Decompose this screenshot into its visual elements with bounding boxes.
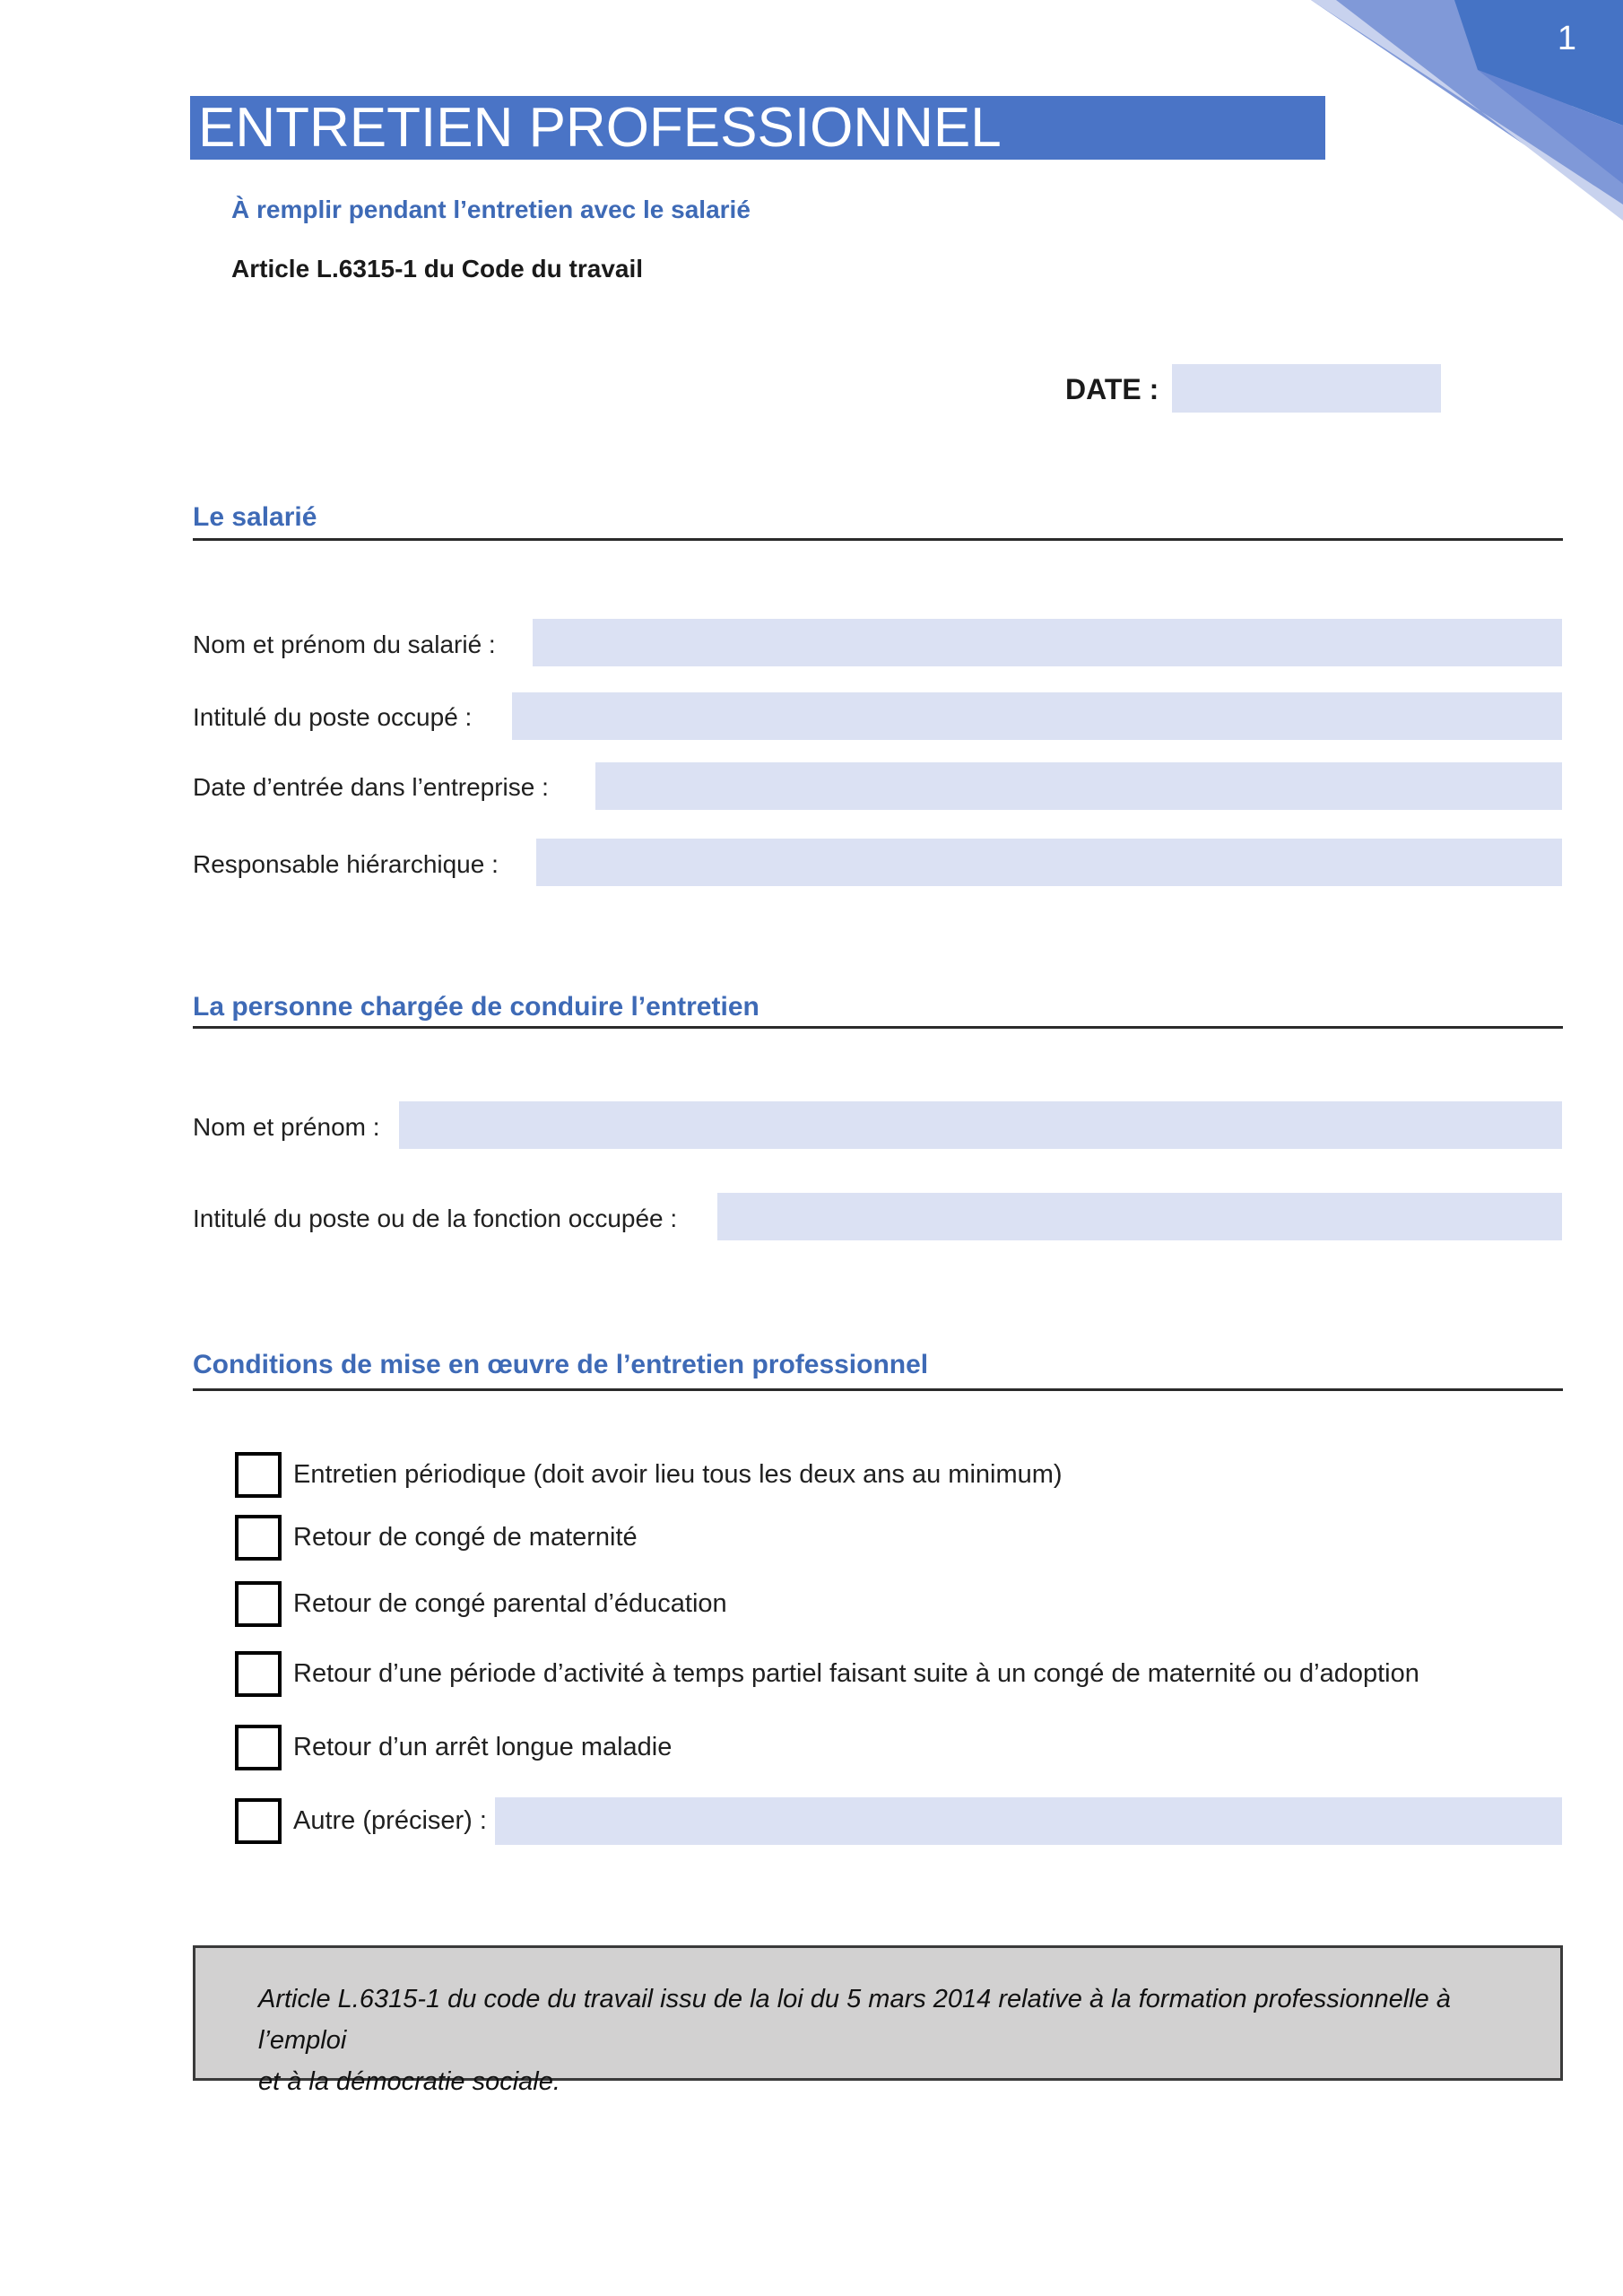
salarie-responsable-label: Responsable hiérarchique :	[193, 850, 499, 878]
section-title-salarie: Le salarié	[193, 502, 317, 532]
page-number: 1	[1557, 20, 1576, 57]
article-reference: Article L.6315-1 du Code du travail	[231, 255, 644, 283]
checkbox-label: Entretien périodique (doit avoir lieu tous les deux ans au minimum)	[293, 1460, 1063, 1489]
salarie-nom-label: Nom et prénom du salarié :	[193, 631, 496, 658]
interviewer-fonction-field[interactable]	[717, 1193, 1562, 1240]
checkbox-label: Retour de congé de maternité	[293, 1523, 638, 1552]
checkbox-row-temps-partiel	[235, 1650, 1419, 1698]
checkbox-entretien-periodique[interactable]	[235, 1452, 282, 1498]
salarie-date-entree-field[interactable]	[595, 762, 1562, 810]
date-field[interactable]	[1172, 364, 1441, 413]
autre-preciser-field[interactable]	[495, 1797, 1562, 1845]
legal-note-box	[193, 1945, 1563, 2096]
checkbox-row-autre	[235, 1797, 487, 1845]
checkbox-label: Retour d’un arrêt longue maladie	[293, 1733, 673, 1761]
salarie-responsable-field[interactable]	[536, 839, 1562, 886]
section-title-conditions: Conditions de mise en œuvre de l’entretien professionnel	[193, 1350, 929, 1379]
form-subtitle: À remplir pendant l’entretien avec le salarié	[231, 196, 751, 223]
interviewer-fonction-label: Intitulé du poste ou de la fonction occupée :	[193, 1205, 678, 1232]
checkbox-row-conge-maternite	[235, 1514, 638, 1561]
salarie-poste-field[interactable]	[512, 692, 1562, 740]
page-title: ENTRETIEN PROFESSIONNEL	[198, 97, 1002, 159]
interviewer-nom-label: Nom et prénom :	[193, 1113, 380, 1141]
checkbox-autre[interactable]	[235, 1798, 282, 1844]
checkbox-row-arret-maladie	[235, 1724, 672, 1771]
checkbox-temps-partiel[interactable]	[235, 1651, 282, 1697]
legal-note-line-2: et à la démocratie sociale.	[258, 2067, 560, 2096]
salarie-date-entree-label: Date d’entrée dans l’entreprise :	[193, 773, 549, 801]
section-title-interviewer: La personne chargée de conduire l’entretien	[193, 992, 759, 1022]
checkbox-conge-maternite[interactable]	[235, 1515, 282, 1561]
checkbox-label: Autre (préciser) :	[293, 1806, 487, 1835]
checkbox-label: Retour d’une période d’activité à temps partiel faisant suite à un congé de maternité ou d’adoption	[293, 1659, 1419, 1688]
section-divider	[193, 1026, 1563, 1029]
legal-note-text	[258, 1979, 1506, 2102]
date-label: DATE :	[1065, 373, 1159, 405]
checkbox-row-conge-parental	[235, 1580, 727, 1628]
section-divider	[193, 1388, 1563, 1391]
checkbox-label: Retour de congé parental d’éducation	[293, 1589, 727, 1618]
checkbox-arret-maladie[interactable]	[235, 1725, 282, 1770]
salarie-poste-label: Intitulé du poste occupé :	[193, 703, 473, 731]
legal-note-line-1: Article L.6315-1 du code du travail issu de la loi du 5 mars 2014 relative à la formation professionnelle à l’emploi	[258, 1985, 1451, 2055]
section-divider	[193, 538, 1563, 541]
title-banner	[190, 96, 1325, 160]
salarie-nom-field[interactable]	[533, 619, 1562, 666]
checkbox-conge-parental[interactable]	[235, 1581, 282, 1627]
interviewer-nom-field[interactable]	[399, 1101, 1562, 1149]
checkbox-row-entretien-periodique	[235, 1451, 1063, 1499]
